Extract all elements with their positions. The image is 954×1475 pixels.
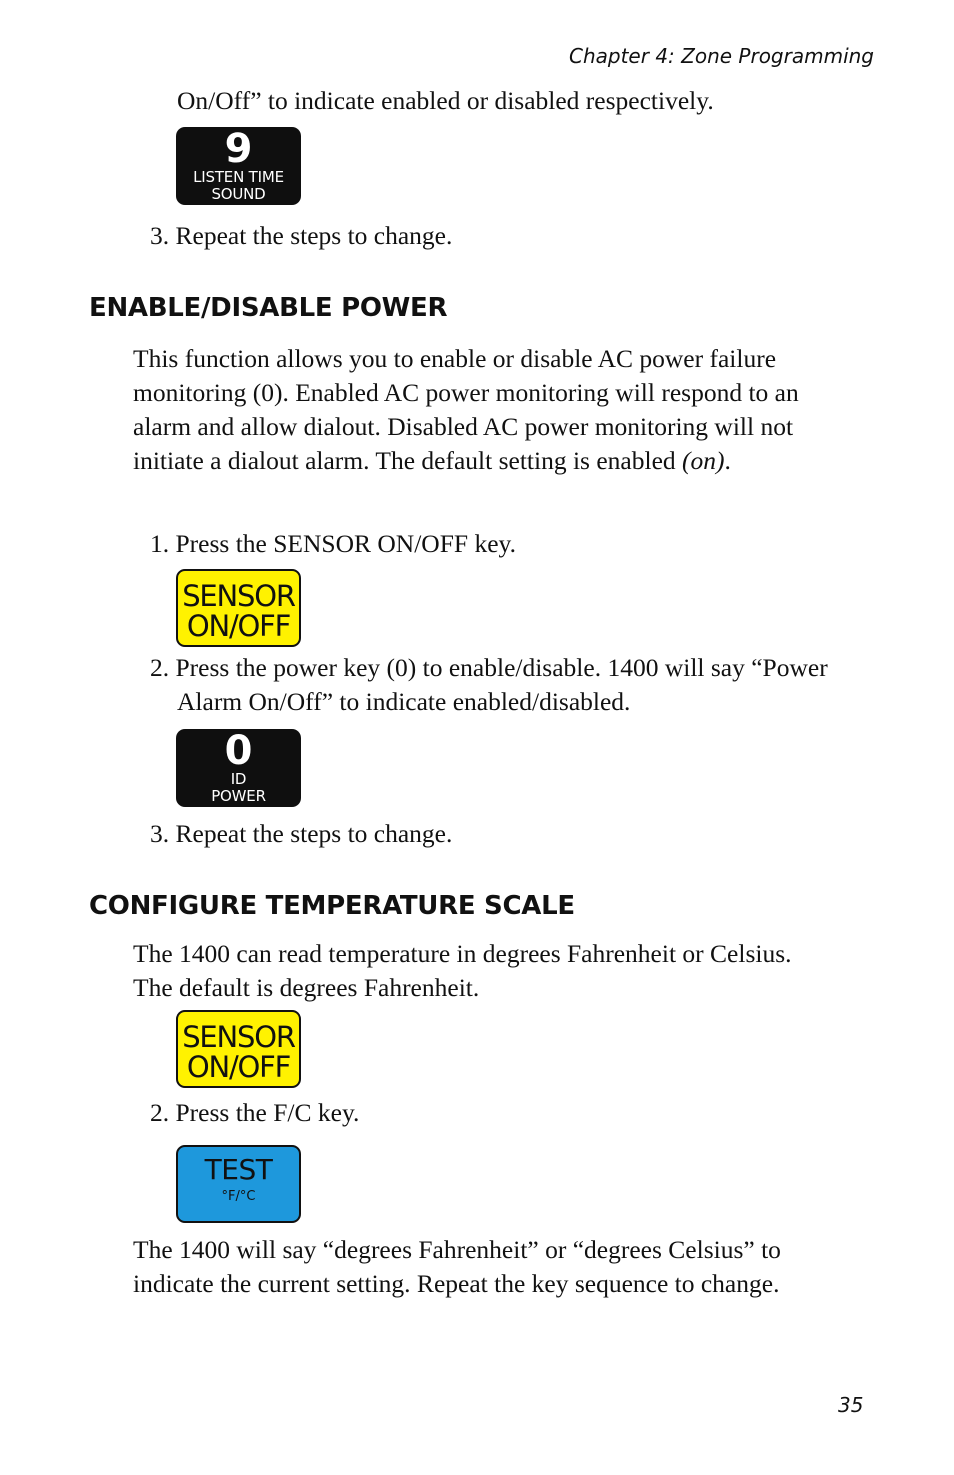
heading-configure-temperature-scale: CONFIGURE TEMPERATURE SCALE: [89, 891, 575, 921]
key-9-digit: 9: [224, 127, 253, 172]
power-para-line-4: [133, 444, 731, 478]
key-sensor-on-off-2: [176, 1010, 301, 1088]
power-para-line-2: monitoring (0). Enabled AC power monitoring will respond to an: [133, 378, 799, 407]
power-step-1: 1. Press the SENSOR ON/OFF key.: [150, 529, 517, 558]
key-9-listen-time-sound: [176, 127, 301, 205]
key-0-id-power: [176, 729, 301, 807]
running-header: Chapter 4: Zone Programming: [569, 44, 874, 68]
key-0-label-2: POWER: [211, 787, 266, 805]
key-sensor-label-2: ON/OFF: [186, 609, 291, 643]
key-test-label: TEST: [204, 1153, 273, 1186]
power-para-line-3: alarm and allow dialout. Disabled AC power monitoring will not: [133, 412, 794, 441]
key-9-label-1: LISTEN TIME: [193, 168, 284, 186]
power-para-period: .: [724, 446, 731, 475]
temp-closing-line-2: indicate the current setting. Repeat the key sequence to change.: [133, 1269, 780, 1298]
page-number: 35: [838, 1393, 864, 1417]
power-step-2-line-2: Alarm On/Off” to indicate enabled/disabled.: [177, 687, 631, 716]
key-sensor-2-label-2: ON/OFF: [186, 1050, 291, 1084]
power-step-3: 3. Repeat the steps to change.: [150, 819, 453, 848]
key-0-label-1: ID: [230, 770, 247, 788]
power-para-line-4-text: initiate a dialout alarm. The default setting is enabled: [133, 446, 676, 475]
intro-continuation: On/Off” to indicate enabled or disabled respectively.: [177, 86, 714, 115]
key-test-fc: [176, 1145, 301, 1223]
temp-para-line-2: The default is degrees Fahrenheit.: [133, 973, 480, 1002]
heading-enable-disable-power: ENABLE/DISABLE POWER: [89, 293, 448, 323]
key-9-label-2: SOUND: [211, 185, 266, 203]
key-0-digit: 0: [224, 729, 253, 774]
key-sensor-label-1: SENSOR: [182, 579, 295, 613]
key-sensor-2-label-1: SENSOR: [182, 1020, 295, 1054]
power-para-line-1: This function allows you to enable or disable AC power failure: [133, 344, 777, 373]
power-step-2-line-1: 2. Press the power key (0) to enable/disable. 1400 will say “Power: [150, 653, 828, 682]
temp-para-line-1: The 1400 can read temperature in degrees Fahrenheit or Celsius.: [133, 939, 792, 968]
power-para-default-on: (on): [682, 446, 725, 475]
intro-step-3: 3. Repeat the steps to change.: [150, 221, 453, 250]
temp-closing-line-1: The 1400 will say “degrees Fahrenheit” or “degrees Celsius” to: [133, 1235, 781, 1264]
temp-step-2: 2. Press the F/C key.: [150, 1098, 360, 1127]
key-sensor-on-off: [176, 569, 301, 647]
key-fc-label: °F/°C: [221, 1189, 256, 1204]
